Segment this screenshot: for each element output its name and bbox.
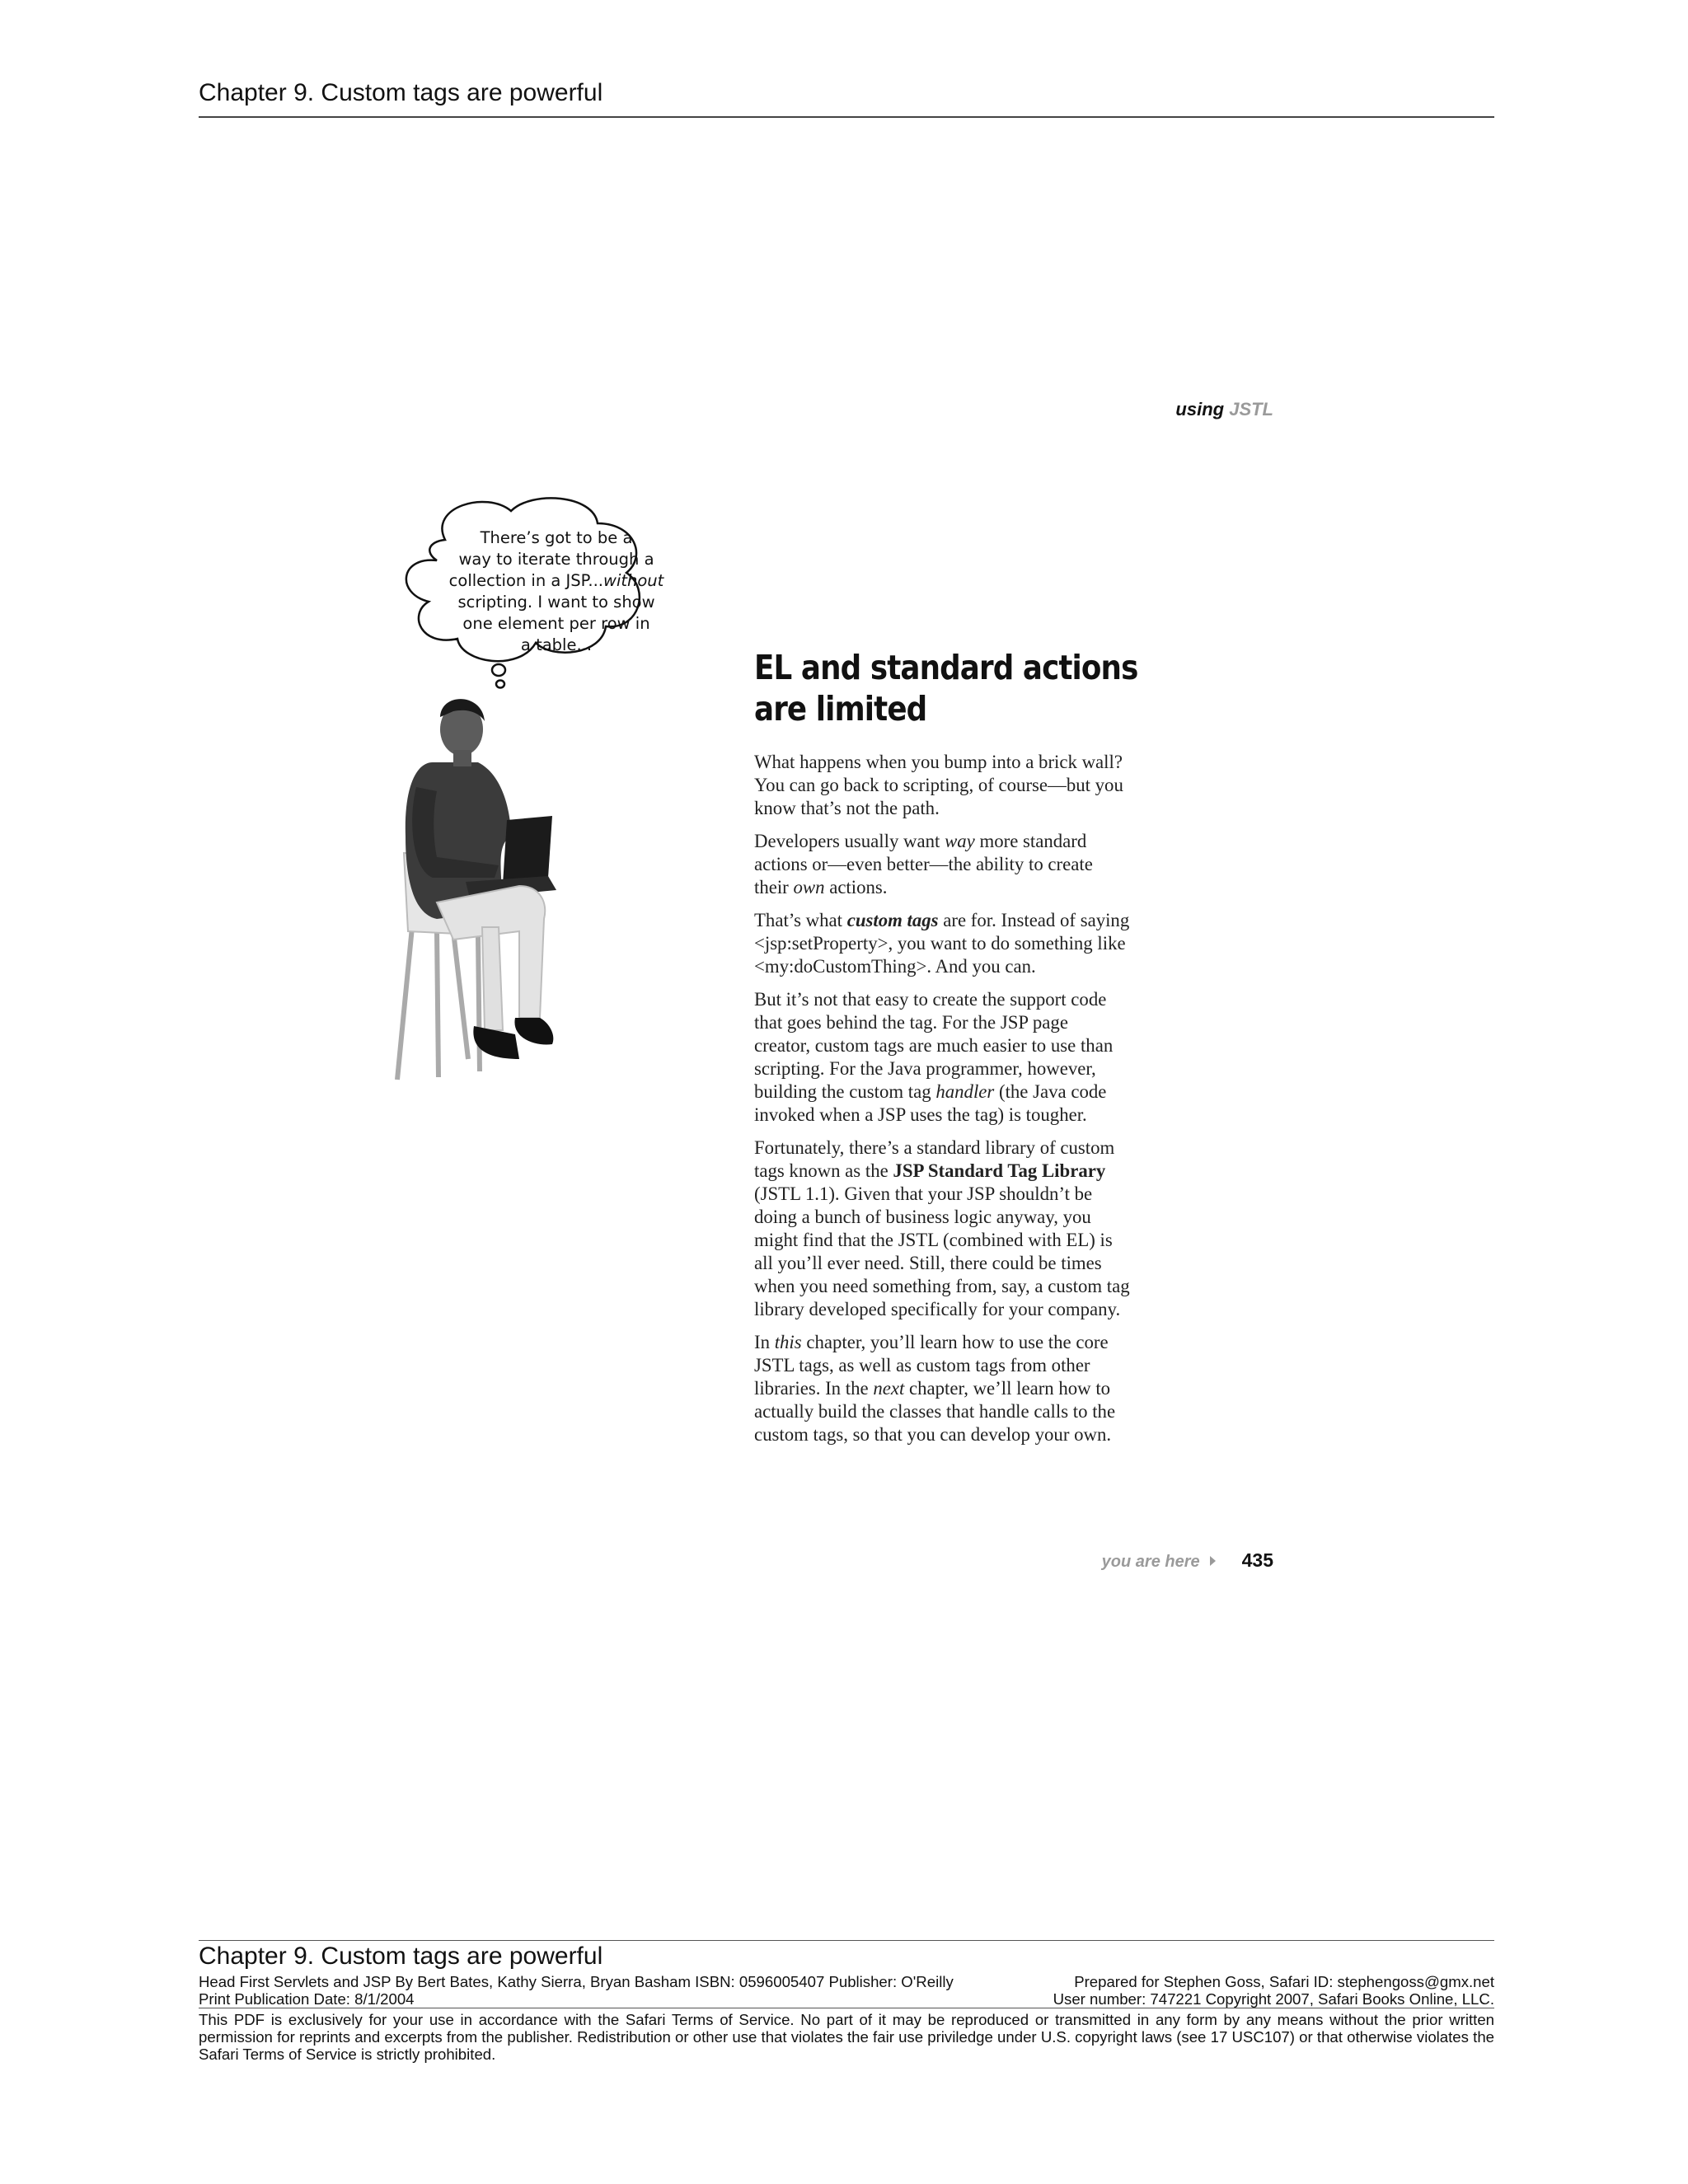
- para-line: What happens when you bump into a brick wall?: [754, 752, 1123, 772]
- person-figure: [397, 699, 556, 1080]
- footer-publication-row: [199, 1990, 1494, 2008]
- para-line: You can go back to scripting, of course—but you: [754, 775, 1123, 795]
- paragraph: [754, 909, 1183, 978]
- footer-legal-notice: This PDF is exclusively for your use in accordance with the Safari Terms of Service. No part of it may be reproduced or transmitted in any form by any means without the prior written permission for reprints and excerpts from the publisher. Redistribution or other use that violates the fair use priviledge under U.S. copyright laws (see 17 USC107) or that otherwise violates the Safari Terms of Service is strictly prohibited.: [199, 2011, 1494, 2063]
- page-number: 435: [1241, 1549, 1273, 1571]
- header-divider: [199, 116, 1494, 118]
- para-line: when you need something from, say, a custom tag: [754, 1276, 1130, 1296]
- running-head-word2: JSTL: [1229, 399, 1273, 419]
- chapter-header-title: Chapter 9. Custom tags are powerful: [199, 79, 603, 106]
- heading-line: are limited: [754, 689, 927, 729]
- bubble-line: There’s got to be a: [480, 528, 633, 547]
- bubble-line: a table...: [520, 635, 593, 654]
- footer-pub-date: Print Publication Date: 8/1/2004: [199, 1990, 415, 2008]
- folio-label: you are here: [1101, 1553, 1200, 1571]
- para-line: doing a bunch of business logic anyway, you: [754, 1207, 1091, 1227]
- para-line: But it’s not that easy to create the support code: [754, 989, 1107, 1010]
- footer-book-info-row: [199, 1973, 1494, 1990]
- para-line: (JSTL 1.1). Given that your JSP shouldn’t be: [754, 1183, 1093, 1204]
- para-line: Fortunately, there’s a standard library of custom: [754, 1137, 1115, 1158]
- para-line: that goes behind the tag. For the JSP page: [754, 1012, 1068, 1033]
- para-line: That’s what custom tags are for. Instead of saying: [754, 910, 1130, 930]
- para-line: Developers usually want way more standard: [754, 831, 1087, 851]
- footer-user-copyright: User number: 747221 Copyright 2007, Safari Books Online, LLC.: [1053, 1990, 1494, 2008]
- para-line: invoked when a JSP uses the tag) is tougher.: [754, 1104, 1087, 1125]
- para-line: custom tags, so that you can develop your own.: [754, 1424, 1112, 1445]
- article: [754, 647, 1183, 1456]
- footer-chapter-title: Chapter 9. Custom tags are powerful: [199, 1943, 603, 1970]
- para-line: scripting. For the Java programmer, however,: [754, 1058, 1096, 1079]
- page-folio: [1055, 1549, 1273, 1572]
- running-head: [1137, 399, 1273, 420]
- bubble-line: one element per row in: [462, 614, 650, 633]
- footer-book-info: Head First Servlets and JSP By Bert Bates, Kathy Sierra, Bryan Basham ISBN: 0596005407 Publisher: O'Reilly: [199, 1973, 954, 1990]
- paragraph: [754, 751, 1183, 820]
- article-heading: [754, 647, 1184, 729]
- paragraph: [754, 830, 1183, 899]
- bubble-line: scripting. I want to show: [457, 593, 655, 612]
- para-line: creator, custom tags are much easier to use than: [754, 1035, 1114, 1056]
- thought-bubble-text: [429, 527, 684, 656]
- bubble-line: way to iterate through a: [458, 550, 654, 569]
- para-line: JSTL tags, as well as custom tags from other: [754, 1355, 1090, 1376]
- para-line: actually build the classes that handle calls to the: [754, 1401, 1116, 1422]
- para-line: all you’ll ever need. Still, there could be times: [754, 1253, 1102, 1273]
- footer-prepared-for: Prepared for Stephen Goss, Safari ID: stephengoss@gmx.net: [1074, 1973, 1494, 1990]
- para-line: know that’s not the path.: [754, 798, 940, 818]
- para-line: building the custom tag handler (the Java code: [754, 1081, 1107, 1102]
- para-line: <jsp:setProperty>, you want to do something like: [754, 933, 1126, 954]
- paragraph: [754, 988, 1183, 1127]
- para-line: library developed specifically for your company.: [754, 1299, 1121, 1319]
- footer-divider: [199, 1940, 1494, 1941]
- paragraph: [754, 1331, 1183, 1446]
- running-head-word1: using: [1175, 399, 1225, 419]
- para-line: <my:doCustomThing>. And you can.: [754, 956, 1036, 977]
- para-line: their own actions.: [754, 877, 888, 898]
- para-line: might find that the JSTL (combined with EL) is: [754, 1230, 1113, 1250]
- para-line: In this chapter, you’ll learn how to use the core: [754, 1332, 1109, 1352]
- para-line: actions or—even better—the ability to create: [754, 854, 1093, 874]
- para-line: libraries. In the next chapter, we’ll learn how to: [754, 1378, 1111, 1399]
- heading-line: EL and standard actions: [754, 648, 1138, 687]
- triangle-right-icon: [1210, 1556, 1216, 1566]
- para-line: tags known as the JSP Standard Tag Library: [754, 1160, 1106, 1181]
- bubble-line: collection in a JSP...without: [448, 571, 664, 590]
- paragraph: [754, 1137, 1183, 1321]
